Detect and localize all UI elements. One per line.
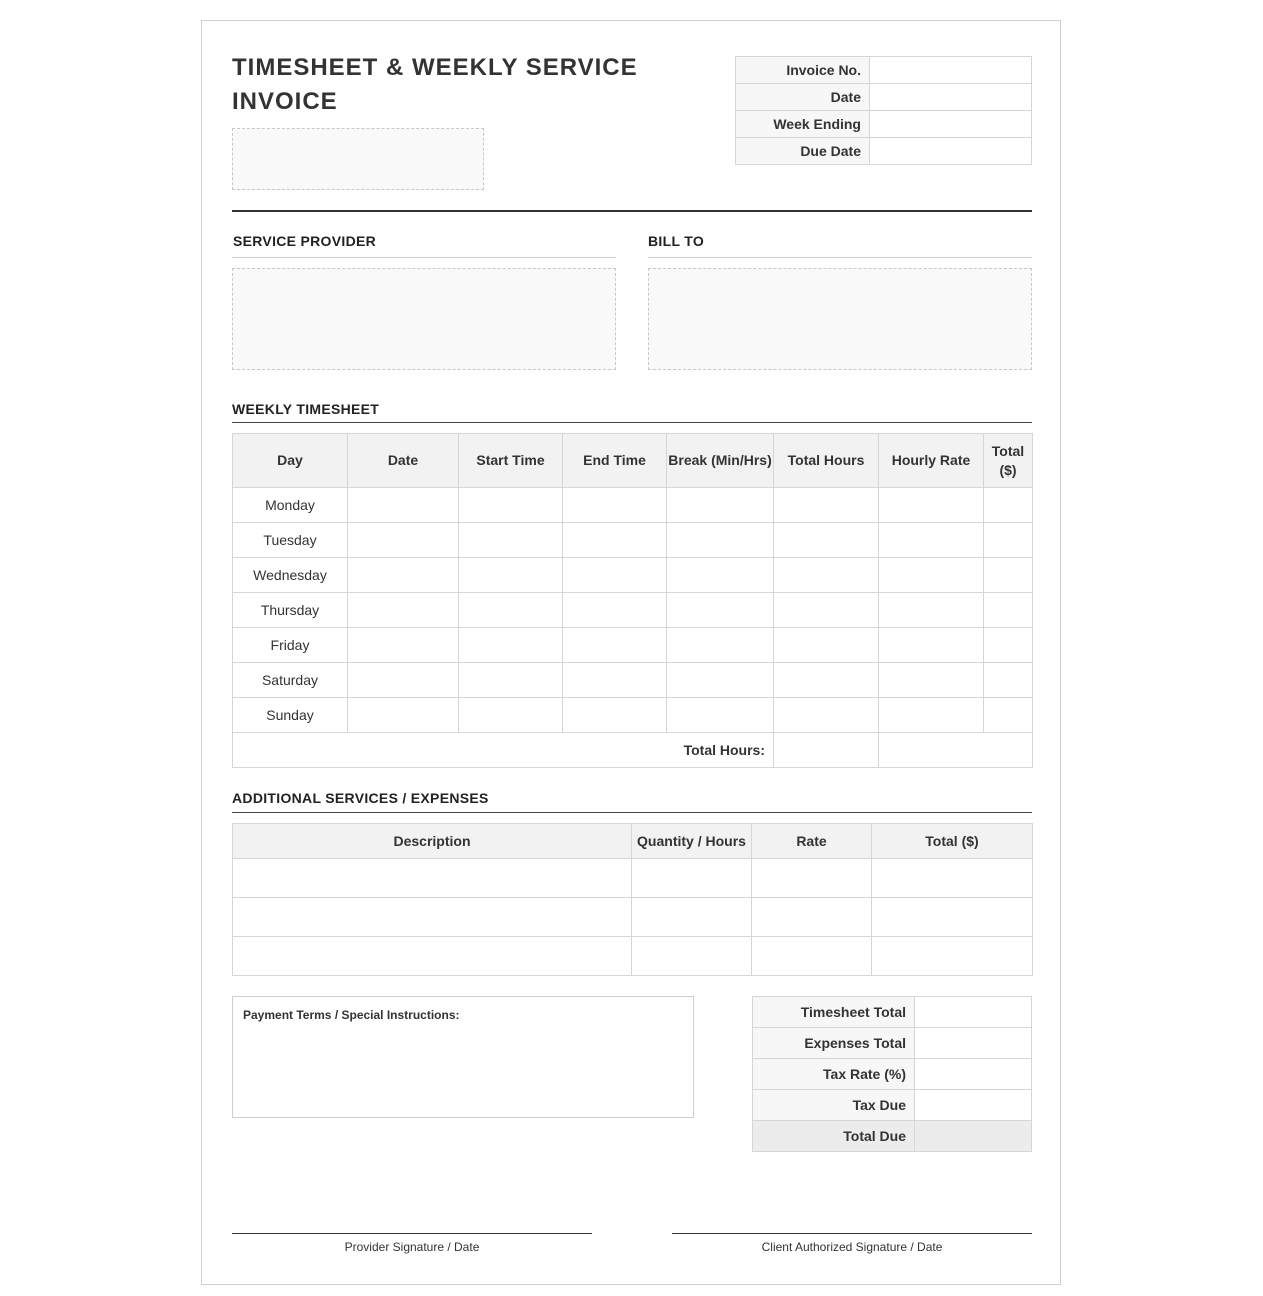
timesheet-total-row — [233, 733, 1033, 768]
description-cell[interactable] — [233, 859, 632, 898]
end-time-cell[interactable] — [563, 628, 667, 663]
break-cell[interactable] — [667, 593, 774, 628]
totals-row-grand — [753, 1121, 1032, 1152]
tax-rate-label: Tax Rate (%) — [753, 1059, 915, 1090]
date-field[interactable] — [870, 84, 1032, 111]
total-cell[interactable] — [984, 523, 1033, 558]
meta-row-date — [736, 84, 1032, 111]
hourly-rate-cell[interactable] — [879, 523, 984, 558]
start-time-cell[interactable] — [459, 558, 563, 593]
hourly-rate-cell[interactable] — [879, 593, 984, 628]
totals-row — [753, 1059, 1032, 1090]
invoice-no-field[interactable] — [870, 57, 1032, 84]
totals-row — [753, 1090, 1032, 1121]
date-cell[interactable] — [348, 523, 459, 558]
expenses-total-field[interactable] — [915, 1028, 1032, 1059]
total-hours-cell[interactable] — [774, 523, 879, 558]
totals-row — [753, 997, 1032, 1028]
due-date-field[interactable] — [870, 138, 1032, 165]
date-cell[interactable] — [348, 593, 459, 628]
date-cell[interactable] — [348, 628, 459, 663]
col-header-total: Total ($) — [984, 434, 1033, 488]
total-cell[interactable] — [984, 628, 1033, 663]
day-cell: Wednesday — [233, 558, 348, 593]
total-due-field[interactable] — [915, 1121, 1032, 1152]
col-header-description: Description — [233, 824, 632, 859]
start-time-cell[interactable] — [459, 663, 563, 698]
invoice-meta-table — [735, 56, 1032, 165]
logo-placeholder[interactable] — [232, 128, 484, 190]
expenses-heading: ADDITIONAL SERVICES / EXPENSES — [232, 790, 489, 806]
break-cell[interactable] — [667, 523, 774, 558]
meta-label: Date — [736, 84, 870, 111]
date-cell[interactable] — [348, 698, 459, 733]
col-header-total-hours: Total Hours — [774, 434, 879, 488]
total-hours-spacer — [879, 733, 1033, 768]
tax-due-label: Tax Due — [753, 1090, 915, 1121]
total-hours-cell[interactable] — [774, 628, 879, 663]
header-divider — [232, 210, 1032, 212]
day-cell: Sunday — [233, 698, 348, 733]
total-cell[interactable] — [984, 593, 1033, 628]
provider-signature-line[interactable] — [232, 1233, 592, 1234]
meta-label: Week Ending — [736, 111, 870, 138]
quantity-cell[interactable] — [632, 937, 752, 976]
meta-row-invoice-no — [736, 57, 1032, 84]
end-time-cell[interactable] — [563, 488, 667, 523]
col-header-hourly-rate: Hourly Rate — [879, 434, 984, 488]
invoice-page — [201, 20, 1061, 1285]
day-cell: Tuesday — [233, 523, 348, 558]
break-cell[interactable] — [667, 558, 774, 593]
hourly-rate-cell[interactable] — [879, 698, 984, 733]
quantity-cell[interactable] — [632, 859, 752, 898]
date-cell[interactable] — [348, 558, 459, 593]
bill-to-heading: BILL TO — [648, 233, 705, 249]
rate-cell[interactable] — [752, 898, 872, 937]
day-cell: Saturday — [233, 663, 348, 698]
start-time-cell[interactable] — [459, 488, 563, 523]
hourly-rate-cell[interactable] — [879, 628, 984, 663]
col-header-date: Date — [348, 434, 459, 488]
week-ending-field[interactable] — [870, 111, 1032, 138]
end-time-cell[interactable] — [563, 698, 667, 733]
tax-rate-field[interactable] — [915, 1059, 1032, 1090]
client-signature-line[interactable] — [672, 1233, 1032, 1234]
expense-total-cell[interactable] — [872, 937, 1033, 976]
payment-terms-label: Payment Terms / Special Instructions: — [243, 1008, 460, 1022]
total-cell[interactable] — [984, 698, 1033, 733]
date-cell[interactable] — [348, 488, 459, 523]
end-time-cell[interactable] — [563, 558, 667, 593]
total-hours-cell[interactable] — [774, 488, 879, 523]
break-cell[interactable] — [667, 628, 774, 663]
start-time-cell[interactable] — [459, 698, 563, 733]
service-provider-heading: SERVICE PROVIDER — [233, 233, 377, 249]
service-provider-underline — [232, 257, 616, 258]
bill-to-underline — [648, 257, 1032, 258]
col-header-rate: Rate — [752, 824, 872, 859]
meta-label: Due Date — [736, 138, 870, 165]
rate-cell[interactable] — [752, 937, 872, 976]
expenses-table — [232, 823, 1033, 976]
expense-total-cell[interactable] — [872, 898, 1033, 937]
timesheet-row — [233, 628, 1033, 663]
break-cell[interactable] — [667, 698, 774, 733]
total-cell[interactable] — [984, 488, 1033, 523]
expense-row — [233, 859, 1033, 898]
description-cell[interactable] — [233, 898, 632, 937]
document-title: TIMESHEET & WEEKLY SERVICE INVOICE — [232, 54, 638, 115]
col-header-expense-total: Total ($) — [872, 824, 1033, 859]
expense-total-cell[interactable] — [872, 859, 1033, 898]
timesheet-row — [233, 523, 1033, 558]
rate-cell[interactable] — [752, 859, 872, 898]
hourly-rate-cell[interactable] — [879, 663, 984, 698]
total-hours-cell[interactable] — [774, 558, 879, 593]
bill-to-box[interactable] — [648, 268, 1032, 370]
provider-signature-label: Provider Signature / Date — [344, 1240, 480, 1254]
col-header-quantity: Quantity / Hours — [632, 824, 752, 859]
break-cell[interactable] — [667, 663, 774, 698]
end-time-cell[interactable] — [563, 593, 667, 628]
total-cell[interactable] — [984, 663, 1033, 698]
start-time-cell[interactable] — [459, 628, 563, 663]
service-provider-box[interactable] — [232, 268, 616, 370]
end-time-cell[interactable] — [563, 663, 667, 698]
break-cell[interactable] — [667, 488, 774, 523]
end-time-cell[interactable] — [563, 523, 667, 558]
timesheet-table — [232, 433, 1033, 768]
total-due-label: Total Due — [753, 1121, 915, 1152]
meta-row-due-date — [736, 138, 1032, 165]
col-header-break: Break (Min/Hrs) — [667, 434, 774, 488]
start-time-cell[interactable] — [459, 523, 563, 558]
timesheet-total-field[interactable] — [915, 997, 1032, 1028]
totals-row — [753, 1028, 1032, 1059]
timesheet-row — [233, 488, 1033, 523]
start-time-cell[interactable] — [459, 593, 563, 628]
quantity-cell[interactable] — [632, 898, 752, 937]
timesheet-row — [233, 593, 1033, 628]
day-cell: Monday — [233, 488, 348, 523]
col-header-day: Day — [233, 434, 348, 488]
timesheet-row — [233, 558, 1033, 593]
total-hours-sum-field[interactable] — [774, 733, 879, 768]
total-cell[interactable] — [984, 558, 1033, 593]
expense-row — [233, 937, 1033, 976]
expenses-total-label: Expenses Total — [753, 1028, 915, 1059]
total-hours-cell[interactable] — [774, 663, 879, 698]
hourly-rate-cell[interactable] — [879, 558, 984, 593]
meta-label: Invoice No. — [736, 57, 870, 84]
expense-row — [233, 898, 1033, 937]
total-hours-cell[interactable] — [774, 593, 879, 628]
weekly-timesheet-heading: WEEKLY TIMESHEET — [232, 401, 380, 417]
payment-terms-box[interactable] — [232, 996, 694, 1118]
timesheet-header-row — [233, 434, 1033, 488]
timesheet-row — [233, 698, 1033, 733]
timesheet-section-line — [232, 422, 1032, 423]
hourly-rate-cell[interactable] — [879, 488, 984, 523]
total-hours-cell[interactable] — [774, 698, 879, 733]
timesheet-row — [233, 663, 1033, 698]
total-hours-label: Total Hours: — [233, 733, 774, 768]
client-signature-label: Client Authorized Signature / Date — [761, 1240, 943, 1254]
timesheet-total-label: Timesheet Total — [753, 997, 915, 1028]
col-header-end-time: End Time — [563, 434, 667, 488]
date-cell[interactable] — [348, 663, 459, 698]
totals-table — [752, 996, 1032, 1152]
meta-row-week-ending — [736, 111, 1032, 138]
col-header-start-time: Start Time — [459, 434, 563, 488]
description-cell[interactable] — [233, 937, 632, 976]
day-cell: Friday — [233, 628, 348, 663]
expenses-section-line — [232, 812, 1032, 813]
tax-due-field[interactable] — [915, 1090, 1032, 1121]
expenses-header-row — [233, 824, 1033, 859]
day-cell: Thursday — [233, 593, 348, 628]
